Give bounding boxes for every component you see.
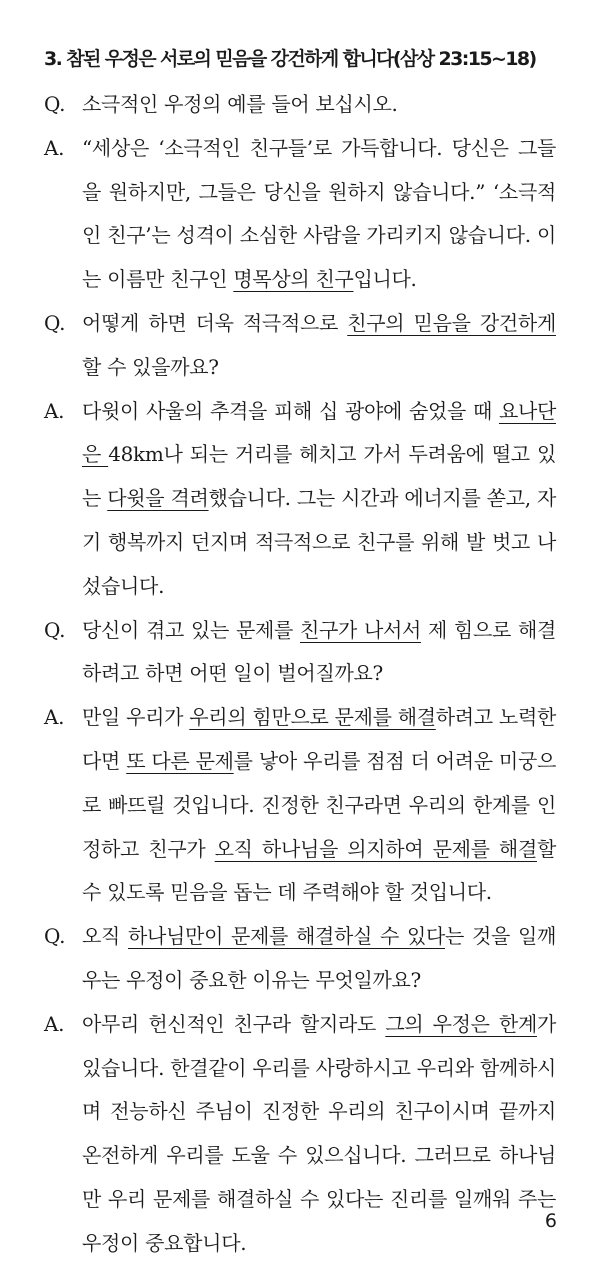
answer-text — [82, 696, 556, 915]
answer-item — [44, 1003, 556, 1266]
underlined-phrase: 하나님만이 문제를 해결하실 수 있다 — [127, 924, 446, 949]
answer-text — [82, 1003, 556, 1266]
underlined-phrase: 요나단은 — [82, 398, 556, 467]
underlined-phrase: 또 다른 문제 — [126, 748, 234, 773]
question-text — [82, 83, 556, 127]
answer-marker: A. — [44, 135, 65, 160]
text-run: “세상은 ‘소극적인 친구들’로 가득합니다. 당신은 그들을 원하지만, 그들은 당신을 원하지 않습니다.” ‘소극적인 친구’는 성격이 소심한 사람을 가리키지 않습니다. 이는 이름만 친구인 — [82, 135, 556, 292]
underlined-phrase: 친구의 믿음을 강건하게 — [347, 310, 556, 335]
question-text — [82, 609, 556, 697]
question-text — [82, 302, 556, 390]
text-run: 제 힘으로 해결하려고 하면 어떤 일이 벌어질까요? — [82, 617, 556, 686]
text-run: 만일 우리가 — [82, 705, 190, 730]
text-run: 가 있습니다. 한결같이 우리를 사랑하시고 우리와 함께하시며 전능하신 주님이 진정한 우리의 친구이시며 끝까지 온전하게 우리를 도울 수 있으십니다. 그러므로 하나님만 우리 문제를 해결하실 수 있다는 진리를 일깨워 주는 우정이 중요합니다. — [82, 1011, 556, 1255]
answer-marker: A. — [44, 398, 65, 423]
text-run: 48km나 되는 거리를 헤치고 가서 두려움에 떨고 있는 — [82, 442, 556, 511]
text-run: 아무리 헌신적인 친구라 할지라도 — [82, 1011, 386, 1036]
answer-text — [82, 390, 556, 609]
answer-item — [44, 696, 556, 915]
underlined-phrase: 다윗을 격려 — [107, 486, 209, 511]
question-item — [44, 83, 556, 127]
section-heading: 3. 참된 우정은 서로의 믿음을 강건하게 합니다(삼상 23:15~18) — [44, 48, 536, 70]
answer-item — [44, 390, 556, 609]
answer-marker: A. — [44, 705, 65, 730]
text-run: 오직 — [82, 924, 128, 949]
question-marker: Q. — [44, 92, 66, 116]
answer-marker: A. — [44, 1011, 65, 1036]
text-run: 소극적인 우정의 예를 들어 보십시오. — [82, 92, 398, 116]
underlined-phrase: 명목상의 친구 — [233, 267, 354, 292]
text-run: 할 수 있도록 믿음을 돕는 데 주력해야 할 것입니다. — [82, 836, 556, 905]
text-run: 를 낳아 우리를 점점 더 어려운 미궁으로 빠뜨릴 것입니다. 진정한 친구라면 우리의 한계를 인정하고 친구가 — [82, 748, 556, 861]
text-run: 하려고 노력한다면 — [82, 705, 556, 773]
underlined-phrase: 그의 우정은 한계 — [385, 1011, 537, 1036]
page-number: 6 — [544, 1210, 557, 1232]
question-marker: Q. — [44, 924, 66, 949]
question-marker: Q. — [44, 310, 66, 335]
underlined-phrase: 오직 하나님을 의지하여 문제를 해결 — [214, 836, 537, 861]
question-item — [44, 915, 556, 1003]
question-text — [82, 915, 556, 1003]
question-item — [44, 302, 556, 390]
text-run: 했습니다. 그는 시간과 에너지를 쏟고, 자기 행복까지 던지며 적극적으로 친구를 위해 발 벗고 나섰습니다. — [82, 486, 556, 598]
underlined-phrase: 우리의 힘만으로 문제를 해결 — [189, 705, 436, 730]
text-run: 할 수 있을까요? — [82, 354, 219, 379]
question-item — [44, 609, 556, 697]
text-run: 입니다. — [353, 267, 417, 292]
underlined-phrase: 친구가 나서서 — [299, 617, 422, 642]
text-run: 다윗이 사울의 추격을 피해 십 광야에 숨었을 때 — [82, 398, 499, 423]
text-run: 는 것을 일깨우는 우정이 중요한 이유는 무엇일까요? — [82, 924, 557, 992]
qa-list — [44, 83, 556, 1266]
question-marker: Q. — [44, 617, 66, 642]
text-run: 당신이 겪고 있는 문제를 — [82, 617, 300, 642]
answer-text — [82, 127, 556, 302]
text-run: 어떻게 하면 더욱 적극적으로 — [82, 310, 348, 335]
answer-item — [44, 127, 556, 302]
